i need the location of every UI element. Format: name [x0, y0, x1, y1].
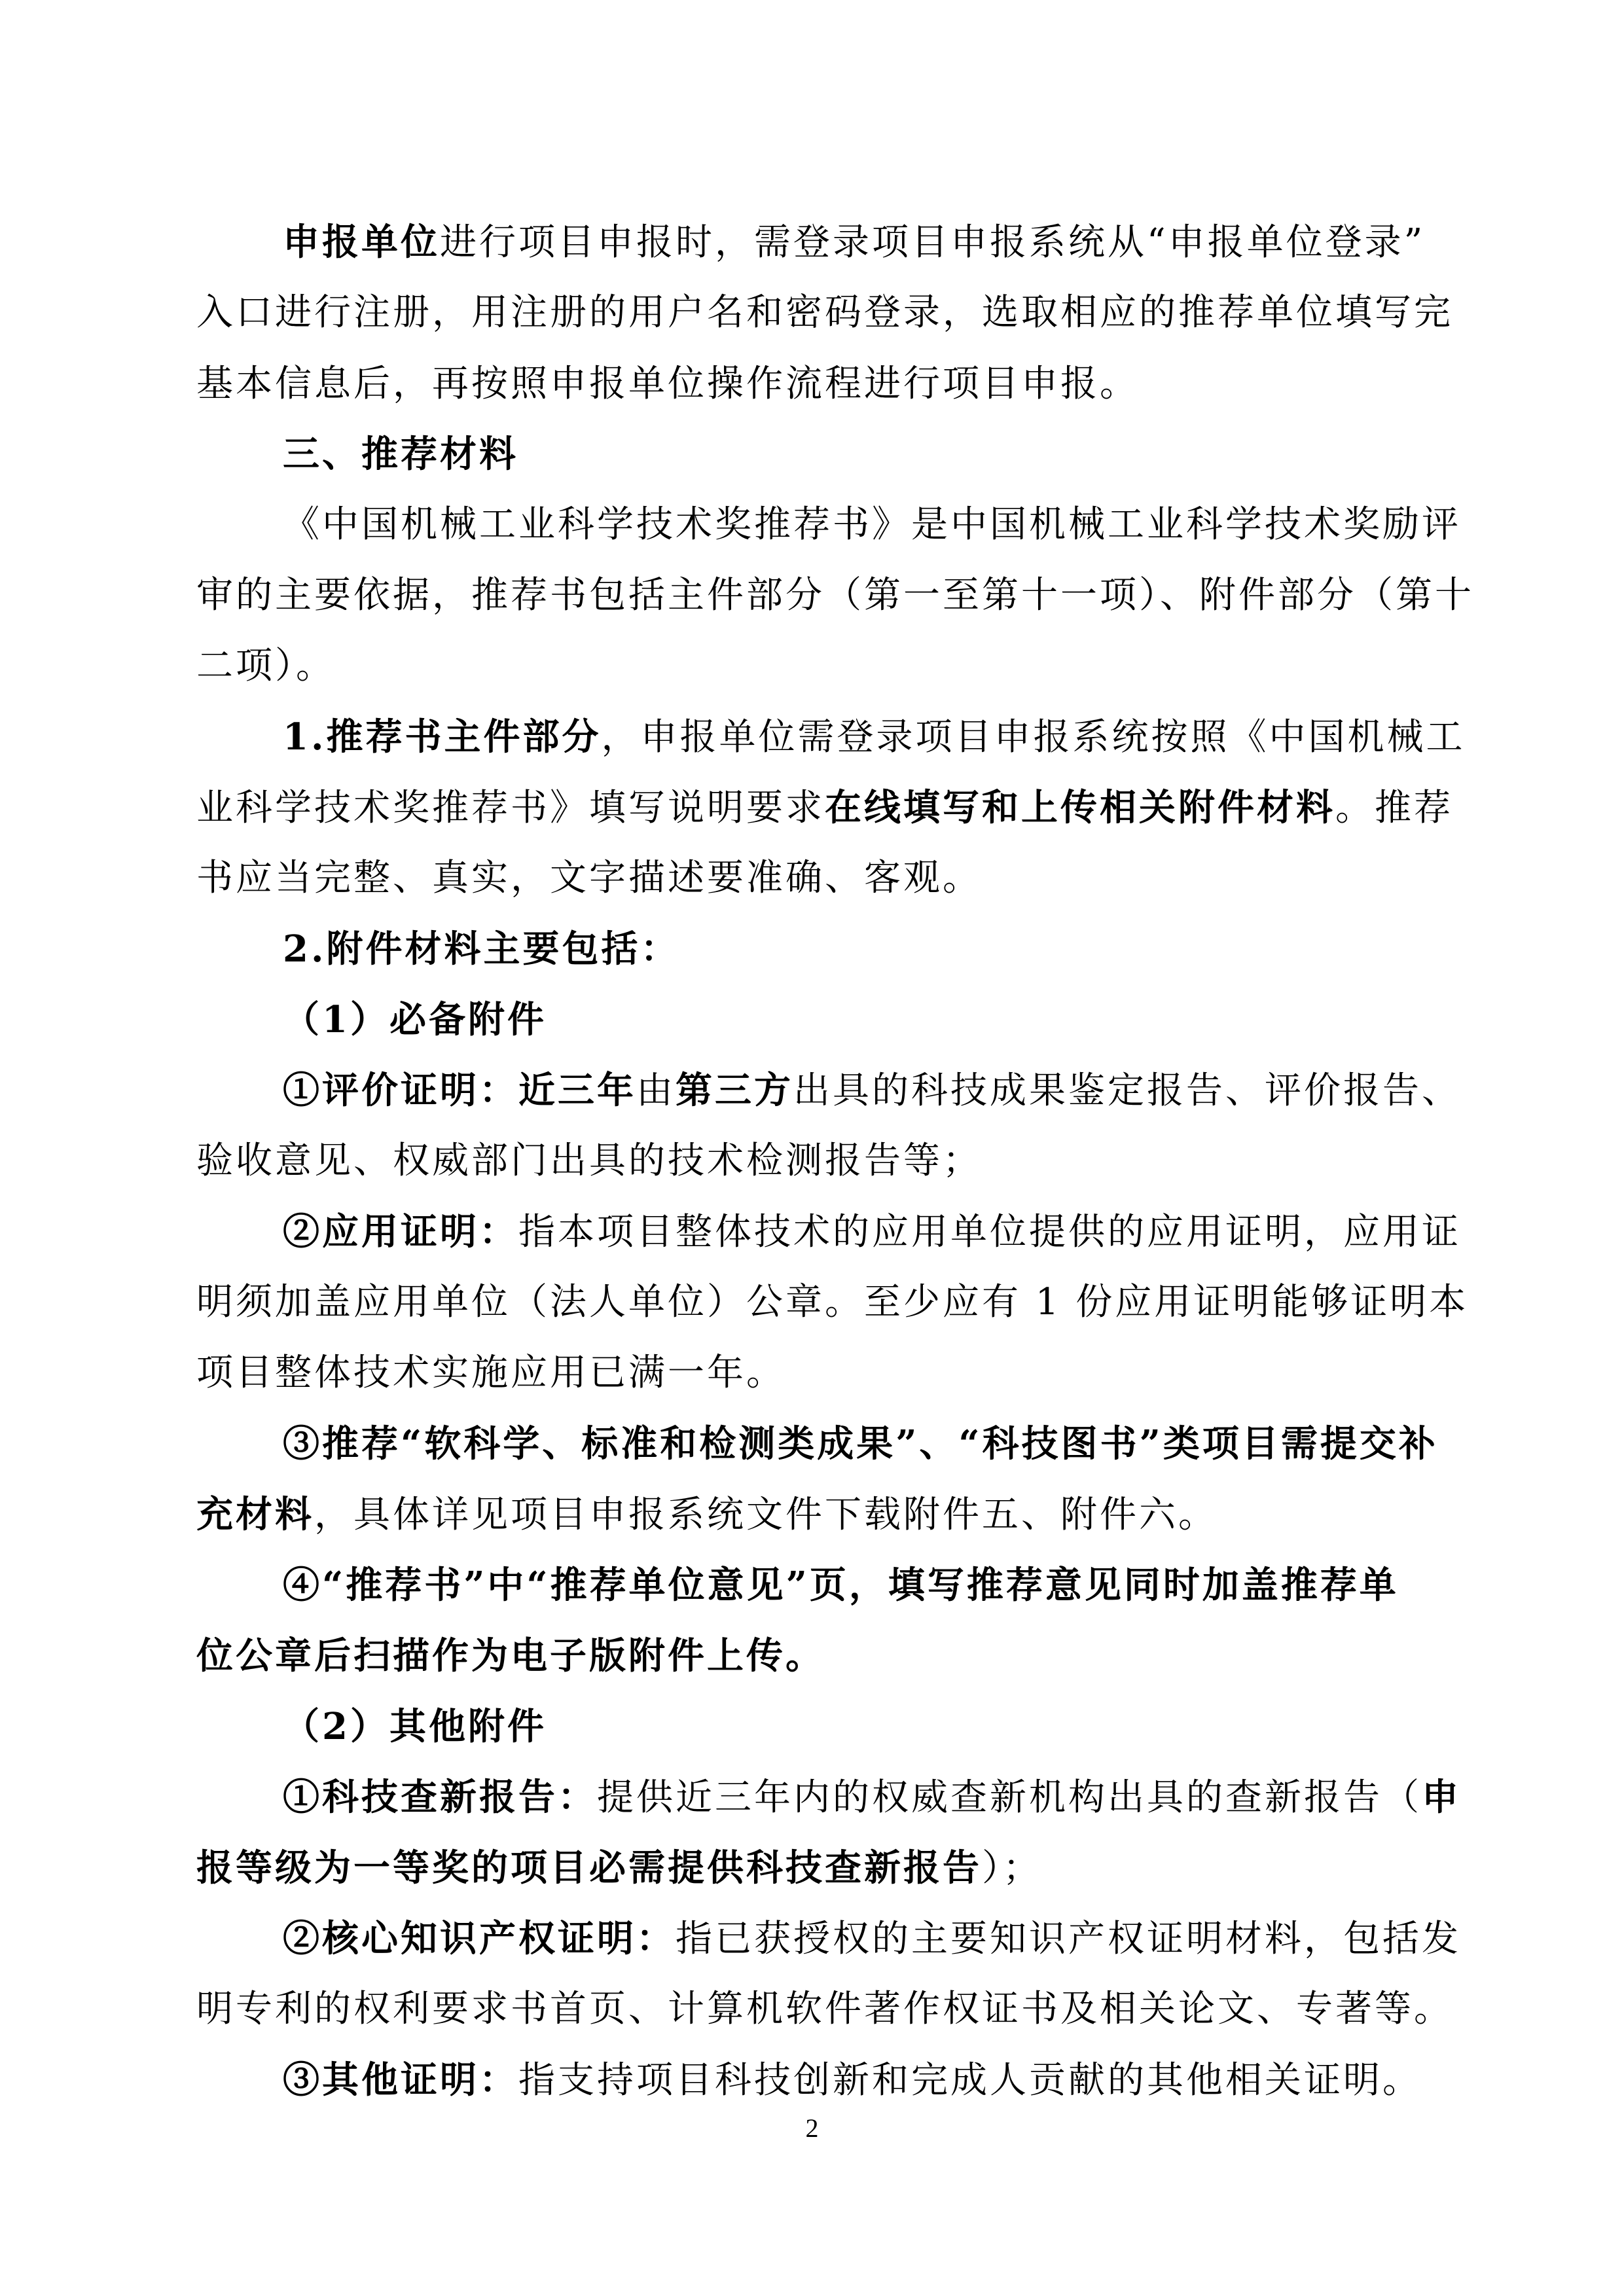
required-3-line-2	[196, 1492, 1427, 1538]
text-run: ②应用证明：	[283, 1210, 518, 1253]
text-run: 入口进行注册，用注册的用户名和密码登录，选取相应的推荐单位填写完	[196, 291, 1453, 334]
text-run: 提供近三年内的权威查新机构出具的查新报告（	[597, 1776, 1422, 1819]
text-run: 基本信息后，再按照申报单位操作流程进行项目申报。	[196, 363, 1139, 405]
text-run: ①科技查新报告：	[283, 1776, 597, 1819]
text-run: 指支持项目科技创新和完成人贡献的其他相关证明。	[518, 2059, 1422, 2102]
text-run: ③其他证明：	[283, 2058, 518, 2102]
item-1-line-3	[196, 855, 1427, 901]
text-run: （1）必备附件	[283, 998, 547, 1041]
text-run: 。推荐	[1335, 787, 1453, 829]
text-run: 申报单位	[283, 221, 440, 264]
text-run: ③推荐“软科学、标准和检测类成果”、“科技图书”类项目需提交补	[283, 1422, 1438, 1465]
text-run: 由	[636, 1069, 676, 1112]
text-run: 书应当完整、真实，文字描述要准确、客观。	[196, 857, 982, 899]
subsection-other	[283, 1704, 1513, 1750]
required-2-line-3	[196, 1350, 1427, 1396]
text-run: 报等级为一等奖的项目必需提供科技查新报告	[196, 1846, 982, 1890]
text-run: ）；	[982, 1847, 1042, 1890]
text-run: 验收意见、权威部门出具的技术检测报告等；	[196, 1139, 982, 1182]
item-1-line-2	[196, 785, 1453, 831]
text-run: 二项）。	[196, 645, 335, 687]
text-run: 第三方	[676, 1069, 793, 1112]
required-2-line-1	[283, 1209, 1513, 1255]
text-run: 《中国机械工业科学技术奖推荐书》是中国机械工业科学技术奖励评	[283, 503, 1461, 546]
required-1-line-1	[283, 1067, 1513, 1114]
other-1-line-1	[283, 1774, 1513, 1821]
text-run: ，具体详见项目申报系统文件下载附件五、附件六。	[314, 1494, 1218, 1536]
text-run: 充材料	[196, 1493, 314, 1536]
text-run: 项目整体技术实施应用已满一年。	[196, 1352, 785, 1394]
text-run: 位公章后扫描作为电子版附件上传。	[196, 1634, 825, 1677]
text-run: ②核心知识产权证明：	[283, 1917, 676, 1960]
page-number: 2	[805, 2113, 819, 2143]
other-2-line-1	[283, 1916, 1513, 1962]
body-line-1	[283, 219, 1513, 266]
other-2-line-2	[196, 1986, 1453, 2032]
required-4-line-2	[196, 1633, 1427, 1679]
required-1-line-2	[196, 1138, 1427, 1184]
text-run: 指已获授权的主要知识产权证明材料，包括发	[676, 1918, 1461, 1960]
text-run: 指本项目整体技术的应用单位提供的应用证明，应用证	[518, 1211, 1461, 1253]
text-run: ①评价证明：近三年	[283, 1069, 636, 1112]
text-run: ④“推荐书”中“推荐单位意见”页，填写推荐意见同时加盖推荐单	[283, 1564, 1399, 1607]
other-1-line-2	[196, 1845, 1427, 1892]
text-run: 进行项目申报时，需登录项目申报系统从“申报单位登录”	[440, 221, 1426, 264]
text-run: 审的主要依据，推荐书包括主件部分（第一至第十一项）、附件部分（第十	[196, 574, 1474, 617]
text-run: 申	[1422, 1776, 1461, 1819]
required-2-line-2	[196, 1280, 1469, 1325]
item-2-heading	[283, 926, 1513, 973]
body-line-5	[283, 502, 1513, 548]
text-run: 明专利的权利要求书首页、计算机软件著作权证书及相关论文、专著等。	[196, 1988, 1453, 2030]
body-line-7	[196, 643, 1427, 689]
text-run: 2.附件材料主要包括：	[283, 927, 680, 971]
text-run: 1.推荐书主件部分	[283, 715, 602, 759]
text-run: （2）其他附件	[283, 1705, 547, 1748]
required-4-line-1	[283, 1562, 1513, 1609]
section-heading	[283, 431, 1513, 478]
subsection-required	[283, 997, 1513, 1043]
text-run: 出具的科技成果鉴定报告、评价报告、	[793, 1069, 1461, 1112]
text-run: 业科学技术奖推荐书》填写说明要求	[196, 787, 825, 829]
body-line-2	[196, 290, 1453, 336]
item-1-line-1	[283, 714, 1513, 761]
text-run: 三、推荐材料	[283, 433, 518, 476]
other-3-line-1	[283, 2057, 1513, 2104]
text-run: ，申报单位需登录项目申报系统按照《中国机械工	[601, 716, 1466, 759]
body-line-3	[196, 361, 1427, 407]
text-run: 在线填写和上传相关附件材料	[825, 786, 1335, 829]
body-line-6	[196, 573, 1474, 619]
text-run: 明须加盖应用单位（法人单位）公章。至少应有 1 份应用证明能够证明本	[196, 1281, 1469, 1323]
required-3-line-1	[283, 1421, 1513, 1467]
